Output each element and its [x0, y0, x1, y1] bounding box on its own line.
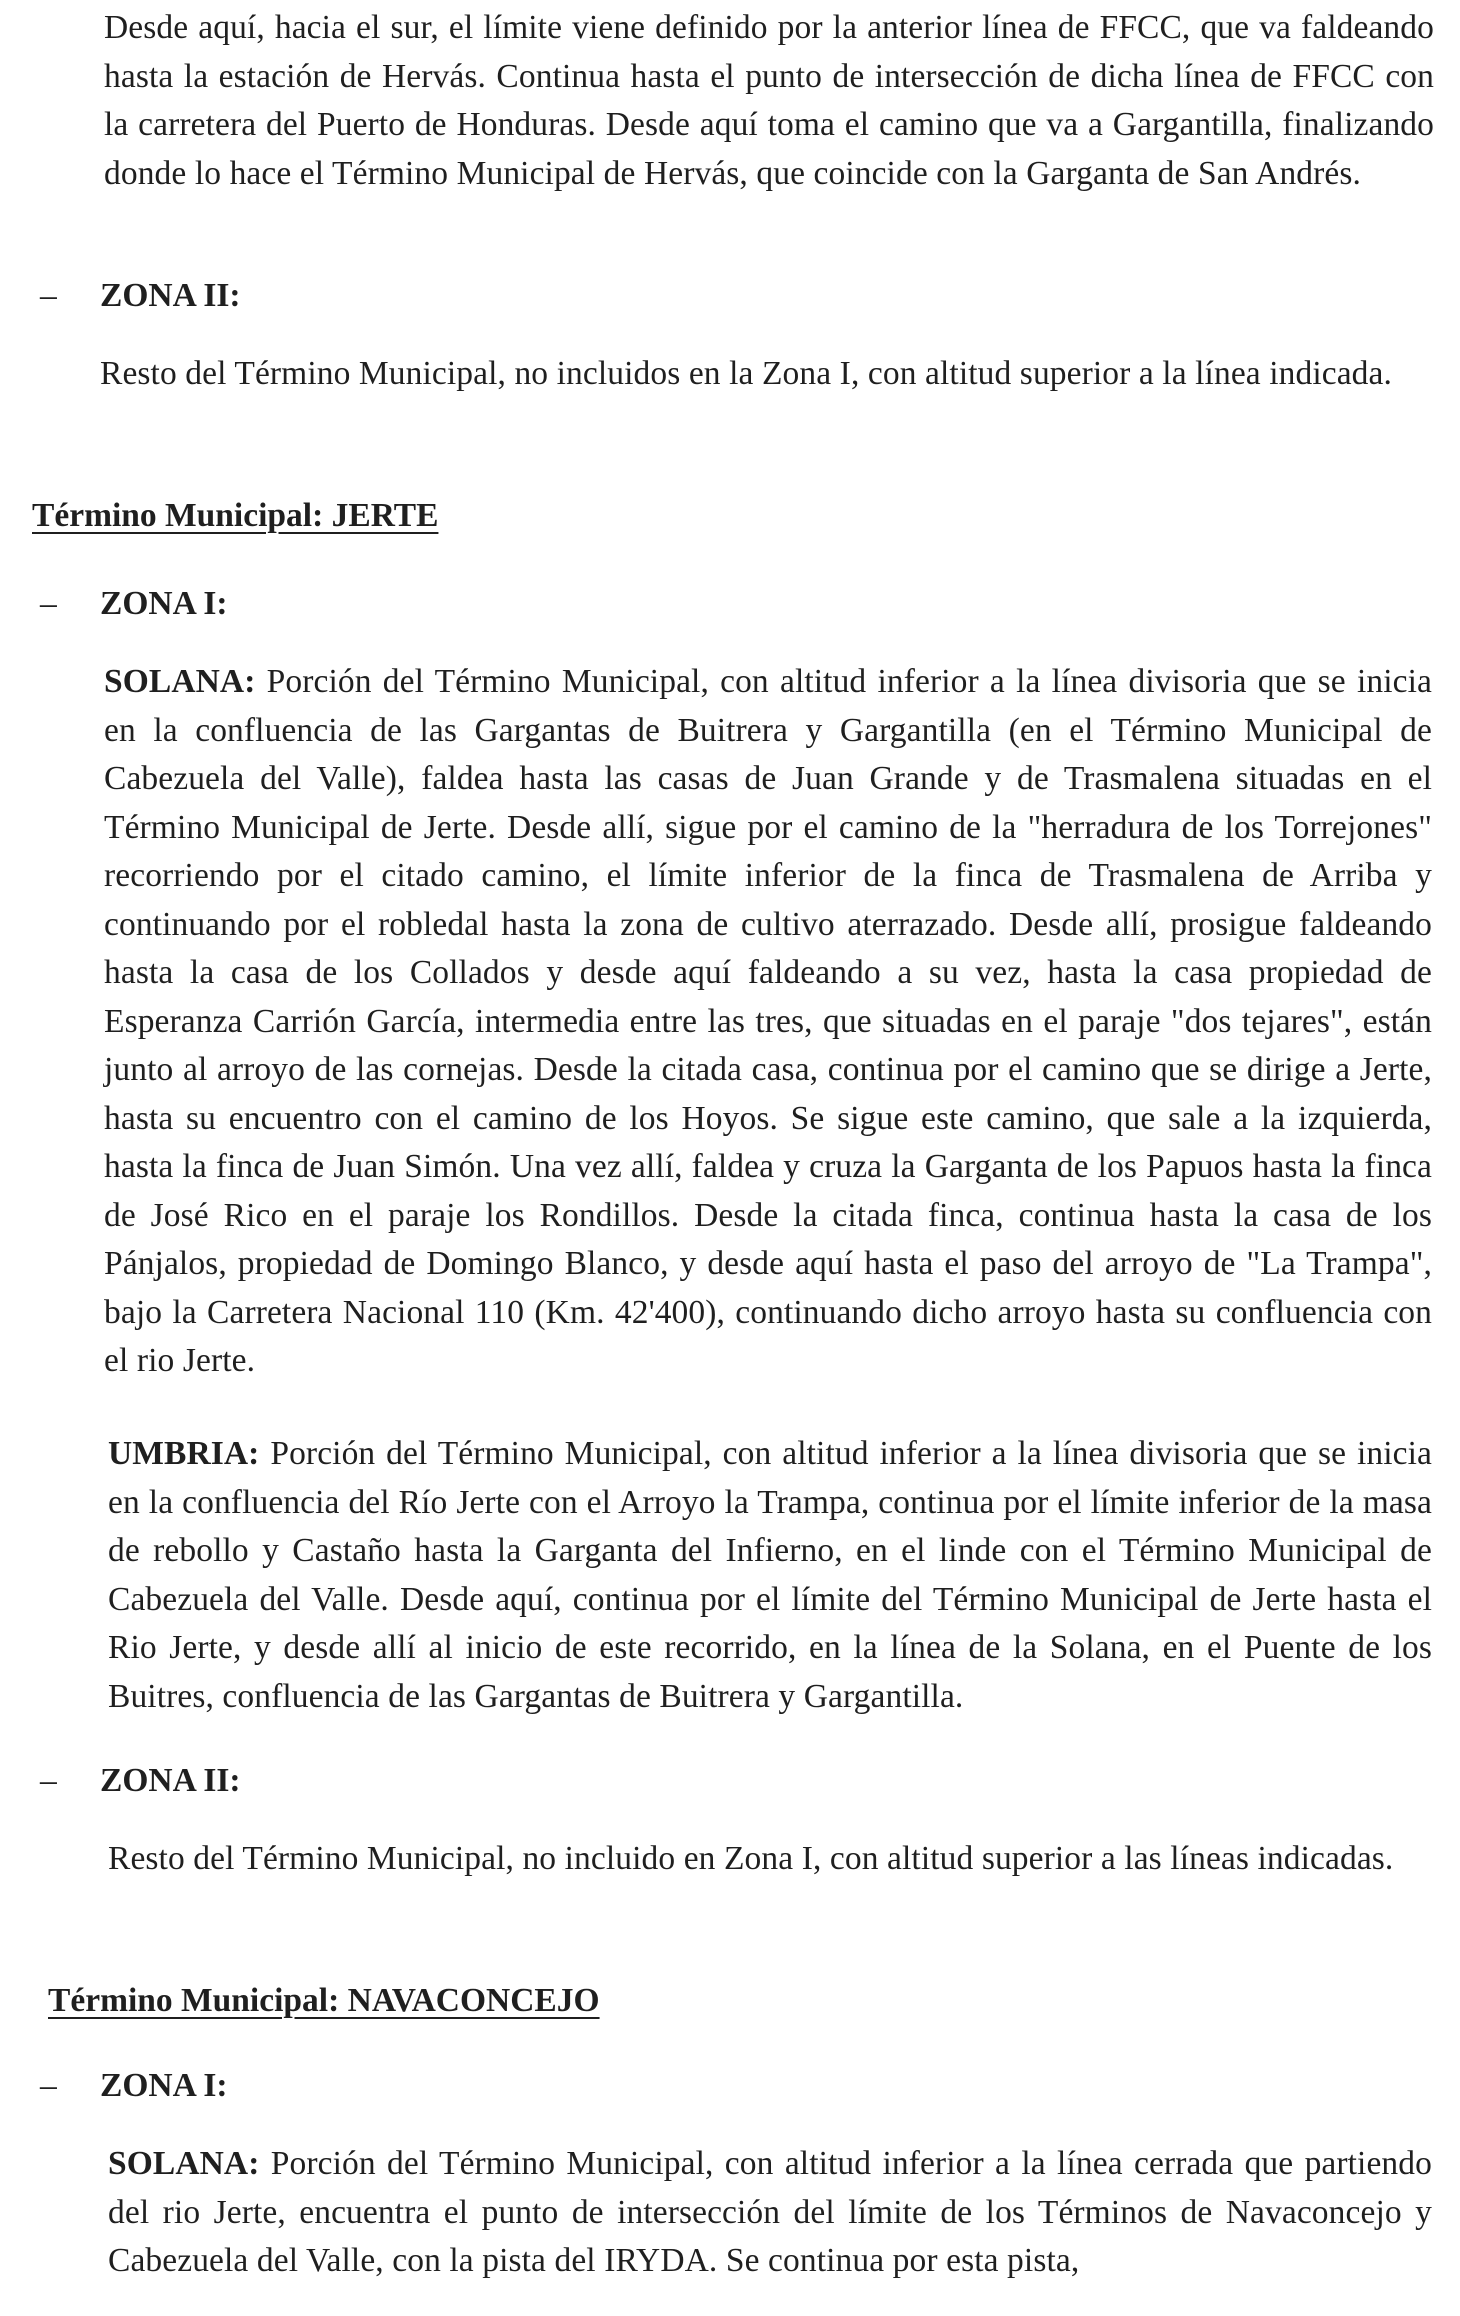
- navaconcejo-heading: Término Municipal: NAVACONCEJO: [48, 1982, 600, 2019]
- solana-text: Porción del Término Municipal, con altitud inferior a la línea divisoria que se inicia en la confluencia de las Gargantas de Buitrera y Gargantilla (en el Término Municipal de Cabezuela del Valle), faldea hasta las casas de Juan Grande y de Trasmalena situadas en el Término Municipal de Jerte. Desde allí, sigue por el camino de la "herradura de los Torrejones" recorriendo por el citado camino, el límite inferior de la finca de Trasmalena de Arriba y continuando por el robledal hasta la zona de cultivo aterrazado. Desde allí, prosigue faldeando hasta la casa de los Collados y desde aquí faldeando a su vez, hasta la casa propiedad de Esperanza Carrión García, intermedia entre las tres, que situadas en el paraje "dos tejares", están junto al arroyo de las cornejas. Desde la citada casa, continua por el camino que se dirige a Jerte, hasta su encuentro con el camino de los Hoyos. Se sigue este camino, que sale a la izquierda, hasta la finca de Juan Simón. Una vez allí, faldea y cruza la Garganta de los Papuos hasta la finca de José Rico en el paraje los Rondillos. Desde la citada finca, continua hasta la casa de los Pánjalos, propiedad de Domingo Blanco, y desde aquí hasta el paso del arroyo de "La Trampa", bajo la Carretera Nacional 110 (Km. 42'400), continuando dicho arroyo hasta su confluencia con el rio Jerte.: [104, 663, 1432, 1379]
- solana-text: Porción del Término Municipal, con altitud inferior a la línea cerrada que partiendo del rio Jerte, encuentra el punto de intersección del límite de los Términos de Navaconcejo y Cabezuela del Valle, con la pista del IRYDA. Se continua por esta pista,: [108, 2145, 1432, 2279]
- jerte-umbria-paragraph: [108, 1430, 1432, 1721]
- navaconcejo-solana-paragraph: [108, 2140, 1432, 2286]
- dash-marker: –: [40, 1762, 57, 1799]
- intro-paragraph: Desde aquí, hacia el sur, el límite viene definido por la anterior línea de FFCC, que va faldeando hasta la estación de Hervás. Continua hasta el punto de intersección de dicha línea de FFCC con la carretera del Puerto de Honduras. Desde aquí toma el camino que va a Gargantilla, finalizando donde lo hace el Término Municipal de Hervás, que coincide con la Garganta de San Andrés.: [104, 9, 1434, 192]
- jerte-zona-i-bullet: [40, 580, 228, 628]
- hervas-zona-ii-text: Resto del Término Municipal, no incluidos en la Zona I, con altitud superior a la línea indicada.: [100, 355, 1392, 392]
- jerte-zona-ii-text: Resto del Término Municipal, no incluido en Zona I, con altitud superior a las líneas indicadas.: [108, 1840, 1394, 1877]
- dash-marker: –: [40, 585, 57, 622]
- jerte-zona-ii-bullet: [40, 1757, 241, 1805]
- solana-label: SOLANA:: [108, 2145, 260, 2182]
- zona-i-label: ZONA I:: [100, 585, 228, 622]
- navaconcejo-zona-i-bullet: [40, 2062, 228, 2110]
- umbria-text: Porción del Término Municipal, con altitud inferior a la línea divisoria que se inicia en la confluencia del Río Jerte con el Arroyo la Trampa, continua por el límite inferior de la masa de rebollo y Castaño hasta la Garganta del Infierno, en el linde con el Término Municipal de Cabezuela del Valle. Desde aquí, continua por el límite del Término Municipal de Jerte hasta el Rio Jerte, y desde allí al inicio de este recorrido, en la línea de la Solana, en el Puente de los Buitres, confluencia de las Gargantas de Buitrera y Gargantilla.: [108, 1435, 1432, 1715]
- zona-ii-label: ZONA II:: [100, 1762, 241, 1799]
- jerte-solana-paragraph: [104, 658, 1432, 1386]
- hervas-zona-ii-bullet: [40, 272, 241, 320]
- umbria-label: UMBRIA:: [108, 1435, 260, 1472]
- zona-i-label: ZONA I:: [100, 2067, 228, 2104]
- solana-label: SOLANA:: [104, 663, 256, 700]
- dash-marker: –: [40, 2067, 57, 2104]
- jerte-heading: Término Municipal: JERTE: [32, 497, 439, 534]
- dash-marker: –: [40, 277, 57, 314]
- zona-ii-label: ZONA II:: [100, 277, 241, 314]
